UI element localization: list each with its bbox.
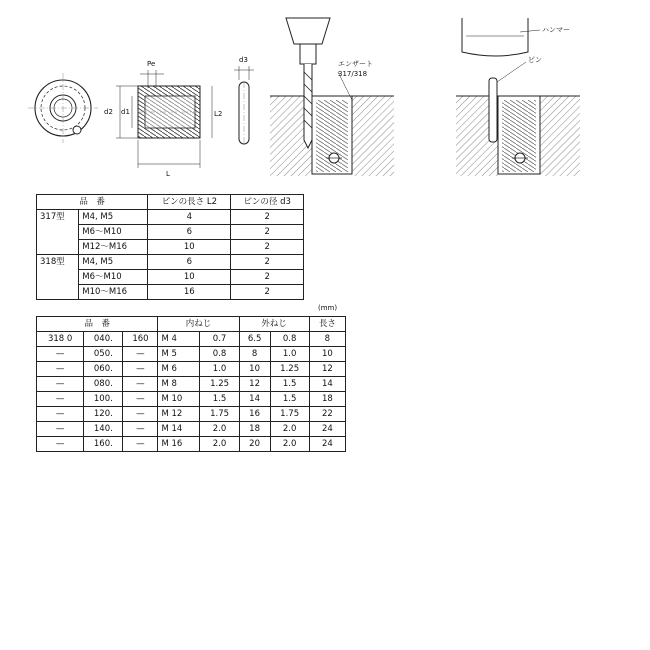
table-row: [37, 377, 346, 392]
label-d1: d1: [121, 108, 130, 116]
table-row: [37, 362, 346, 377]
length-cell: 24: [309, 422, 345, 437]
inner-size-cell: M 16: [158, 437, 200, 452]
part-size-cell: 160.: [84, 437, 123, 452]
pin-spec-table: [36, 194, 304, 300]
outer-pitch-cell: 2.0: [270, 437, 309, 452]
diameter-cell: 2: [231, 225, 304, 240]
length-cell: 16: [148, 285, 231, 300]
table-row: [37, 255, 304, 270]
length-cell: 6: [148, 255, 231, 270]
outer-diameter-cell: 14: [239, 392, 270, 407]
table-header-row: [37, 195, 304, 210]
inner-size-cell: M 4: [158, 332, 200, 347]
outer-diameter-cell: 12: [239, 377, 270, 392]
inner-pitch-cell: 2.0: [200, 437, 239, 452]
table-row: [37, 347, 346, 362]
outer-diameter-cell: 10: [239, 362, 270, 377]
outer-pitch-cell: 1.5: [270, 377, 309, 392]
outer-pitch-cell: 1.0: [270, 347, 309, 362]
size-cell: M6～M10: [79, 225, 148, 240]
table-row: [37, 407, 346, 422]
part-length-cell: —: [123, 377, 158, 392]
part-size-cell: 050.: [84, 347, 123, 362]
part-prefix-cell: —: [37, 377, 84, 392]
inner-pitch-cell: 1.0: [200, 362, 239, 377]
header-part-number: 品 番: [37, 317, 158, 332]
insert-side-view: [116, 70, 212, 168]
outer-pitch-cell: 1.25: [270, 362, 309, 377]
part-prefix-cell: —: [37, 392, 84, 407]
inner-size-cell: M 10: [158, 392, 200, 407]
label-d3: d3: [239, 56, 248, 64]
part-prefix-cell: —: [37, 422, 84, 437]
length-cell: 4: [148, 210, 231, 225]
part-length-cell: 160: [123, 332, 158, 347]
label-insert: エンザート: [338, 60, 373, 68]
part-length-cell: —: [123, 422, 158, 437]
length-cell: 6: [148, 225, 231, 240]
size-cell: M10～M16: [79, 285, 148, 300]
table-row: [37, 332, 346, 347]
inner-pitch-cell: 1.25: [200, 377, 239, 392]
label-model: 317/318: [338, 70, 368, 78]
header-pin-diameter: ピンの径 d3: [231, 195, 304, 210]
label-pe: Pe: [147, 60, 156, 68]
label-hammer: ハンマー: [542, 26, 570, 34]
table-row: [37, 285, 304, 300]
part-prefix-cell: 318 0: [37, 332, 84, 347]
part-length-cell: —: [123, 437, 158, 452]
insert-end-view: [28, 73, 98, 143]
unit-label: (mm): [318, 304, 338, 312]
length-cell: 8: [309, 332, 345, 347]
hammer-illustration: [456, 18, 580, 176]
part-length-cell: —: [123, 392, 158, 407]
length-cell: 22: [309, 407, 345, 422]
inner-pitch-cell: 1.75: [200, 407, 239, 422]
inner-size-cell: M 12: [158, 407, 200, 422]
label-d2: d2: [104, 108, 113, 116]
length-cell: 24: [309, 437, 345, 452]
inner-size-cell: M 8: [158, 377, 200, 392]
inner-pitch-cell: 2.0: [200, 422, 239, 437]
outer-pitch-cell: 1.75: [270, 407, 309, 422]
part-size-cell: 100.: [84, 392, 123, 407]
insert-spec-table: [36, 316, 346, 452]
table-row: [37, 422, 346, 437]
header-inner-thread: 内ねじ: [158, 317, 239, 332]
outer-pitch-cell: 1.5: [270, 392, 309, 407]
size-cell: M4, M5: [79, 210, 148, 225]
length-cell: 12: [309, 362, 345, 377]
table-row: [37, 437, 346, 452]
diameter-cell: 2: [231, 210, 304, 225]
inner-pitch-cell: 0.8: [200, 347, 239, 362]
pin-drawing: [234, 66, 254, 144]
part-prefix-cell: —: [37, 437, 84, 452]
inner-size-cell: M 14: [158, 422, 200, 437]
drilling-illustration: [270, 18, 394, 176]
label-l: L: [166, 170, 170, 178]
part-size-cell: 040.: [84, 332, 123, 347]
header-length: 長さ: [309, 317, 345, 332]
table-row: [37, 225, 304, 240]
table-row: [37, 392, 346, 407]
part-length-cell: —: [123, 407, 158, 422]
header-part-number: 品 番: [37, 195, 148, 210]
type-cell: 318型: [37, 255, 79, 270]
part-prefix-cell: —: [37, 362, 84, 377]
table-row: [37, 210, 304, 225]
inner-pitch-cell: 0.7: [200, 332, 239, 347]
header-outer-thread: 外ねじ: [239, 317, 309, 332]
outer-diameter-cell: 16: [239, 407, 270, 422]
part-size-cell: 060.: [84, 362, 123, 377]
outer-diameter-cell: 20: [239, 437, 270, 452]
size-cell: M6～M10: [79, 270, 148, 285]
diameter-cell: 2: [231, 285, 304, 300]
label-pin: ピン: [528, 56, 542, 64]
diameter-cell: 2: [231, 240, 304, 255]
part-length-cell: —: [123, 362, 158, 377]
outer-pitch-cell: 0.8: [270, 332, 309, 347]
part-size-cell: 140.: [84, 422, 123, 437]
diameter-cell: 2: [231, 270, 304, 285]
inner-size-cell: M 5: [158, 347, 200, 362]
label-l2: L2: [214, 110, 223, 118]
size-cell: M12～M16: [79, 240, 148, 255]
diameter-cell: 2: [231, 255, 304, 270]
size-cell: M4, M5: [79, 255, 148, 270]
outer-diameter-cell: 6.5: [239, 332, 270, 347]
part-size-cell: 080.: [84, 377, 123, 392]
type-cell: 317型: [37, 210, 79, 225]
length-cell: 10: [148, 270, 231, 285]
outer-diameter-cell: 18: [239, 422, 270, 437]
technical-drawings: [0, 0, 650, 190]
part-length-cell: —: [123, 347, 158, 362]
inner-pitch-cell: 1.5: [200, 392, 239, 407]
table-header-row: [37, 317, 346, 332]
length-cell: 14: [309, 377, 345, 392]
part-prefix-cell: —: [37, 347, 84, 362]
inner-size-cell: M 6: [158, 362, 200, 377]
length-cell: 10: [148, 240, 231, 255]
outer-diameter-cell: 8: [239, 347, 270, 362]
part-prefix-cell: —: [37, 407, 84, 422]
part-size-cell: 120.: [84, 407, 123, 422]
table-row: [37, 270, 304, 285]
outer-pitch-cell: 2.0: [270, 422, 309, 437]
table-row: [37, 240, 304, 255]
length-cell: 18: [309, 392, 345, 407]
length-cell: 10: [309, 347, 345, 362]
header-pin-length: ピンの長さ L2: [148, 195, 231, 210]
